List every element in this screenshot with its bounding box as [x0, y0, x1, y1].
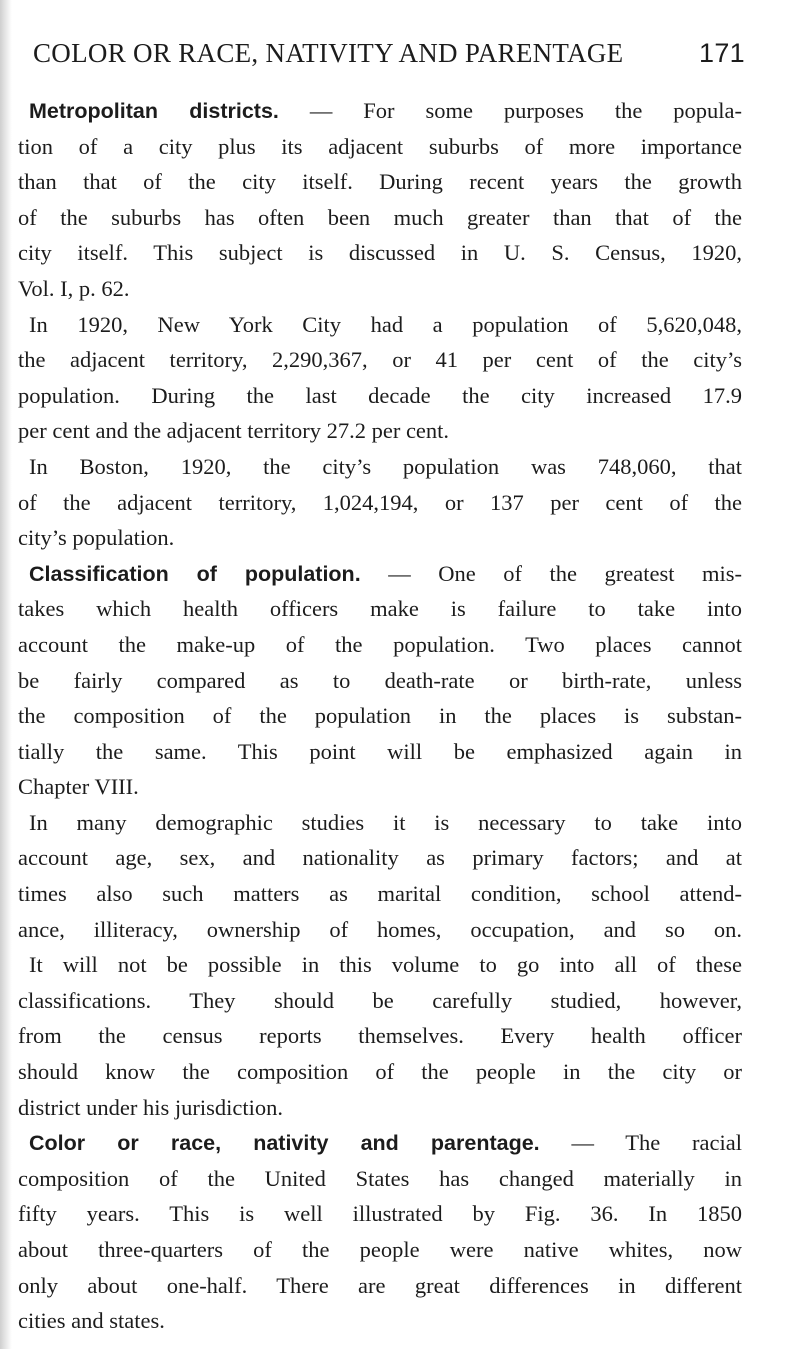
section-heading: Color or race, nativity and parentage.	[29, 1131, 540, 1156]
text-line: classifications. They should be carefully studied, however,	[18, 987, 742, 1013]
text-line: It will not be possible in this volume to go into all of these	[29, 952, 742, 978]
text-line: Vol. I, p. 62.	[18, 275, 130, 301]
running-header	[33, 33, 745, 73]
text-line: ance, illiteracy, ownership of homes, occupation, and so on.	[18, 916, 742, 942]
text-line: per cent and the adjacent territory 27.2 per cent.	[18, 418, 450, 444]
text-line: district under his jurisdiction.	[18, 1094, 283, 1120]
text-line: account age, sex, and nationality as primary factors; and at	[18, 845, 742, 871]
text-line: In 1920, New York City had a population of 5,620,048,	[29, 311, 742, 337]
text-line: In many demographic studies it is necessary to take into	[29, 809, 742, 835]
text-line: should know the composition of the people in the city or	[18, 1059, 742, 1085]
text-line: the composition of the population in the places is substan-	[18, 703, 742, 729]
text-line: about three-quarters of the people were native whites, now	[18, 1237, 742, 1262]
body-text	[18, 93, 742, 1339]
text-line: takes which health officers make is failure to take into	[18, 596, 742, 622]
text-line: fifty years. This is well illustrated by Fig. 36. In 1850	[18, 1201, 742, 1227]
text-line: In Boston, 1920, the city’s population was 748,060, that	[29, 453, 742, 479]
text-line: population. During the last decade the city increased 17.9	[18, 382, 742, 408]
page-number: 171	[699, 38, 745, 68]
text-line: tially the same. This point will be emphasized again in	[18, 738, 742, 764]
text-line: account the make-up of the population. Two places cannot	[18, 631, 742, 657]
line-text: — One of the greatest mis-	[360, 560, 742, 586]
section-heading: Classification of population.	[29, 561, 361, 586]
text-line: composition of the United States has changed materially in	[18, 1165, 742, 1191]
text-line: tion of a city plus its adjacent suburbs of more importance	[18, 133, 742, 159]
text-line: the adjacent territory, 2,290,367, or 41 per cent of the city’s	[18, 347, 742, 373]
binding-gutter	[0, 0, 12, 1349]
text-line: city’s population.	[18, 525, 175, 551]
text-line: only about one-half. There are great differences in different	[18, 1272, 742, 1298]
text-line	[18, 93, 742, 129]
running-header-title: COLOR OR RACE, NATIVITY AND PARENTAGE	[33, 38, 624, 68]
text-line: be fairly compared as to death-rate or birth-rate, unless	[18, 667, 742, 693]
text-line: from the census reports themselves. Every health officer	[18, 1023, 742, 1049]
text-line	[18, 1125, 742, 1161]
text-line: city itself. This subject is discussed in U. S. Census, 1920,	[18, 240, 742, 266]
line-text: — For some purposes the popula-	[278, 98, 742, 123]
line-text: — The racial	[539, 1130, 743, 1156]
section-heading: Metropolitan districts.	[29, 99, 279, 123]
text-line: of the suburbs has often been much greater than that of the	[18, 204, 742, 230]
text-line: cities and states.	[18, 1308, 165, 1334]
text-line: of the adjacent territory, 1,024,194, or 137 per cent of the	[18, 489, 742, 515]
text-line: Chapter VIII.	[18, 774, 139, 800]
text-line: than that of the city itself. During recent years the growth	[18, 169, 742, 195]
text-line	[18, 556, 742, 592]
text-line: times also such matters as marital condition, school attend-	[18, 881, 742, 907]
